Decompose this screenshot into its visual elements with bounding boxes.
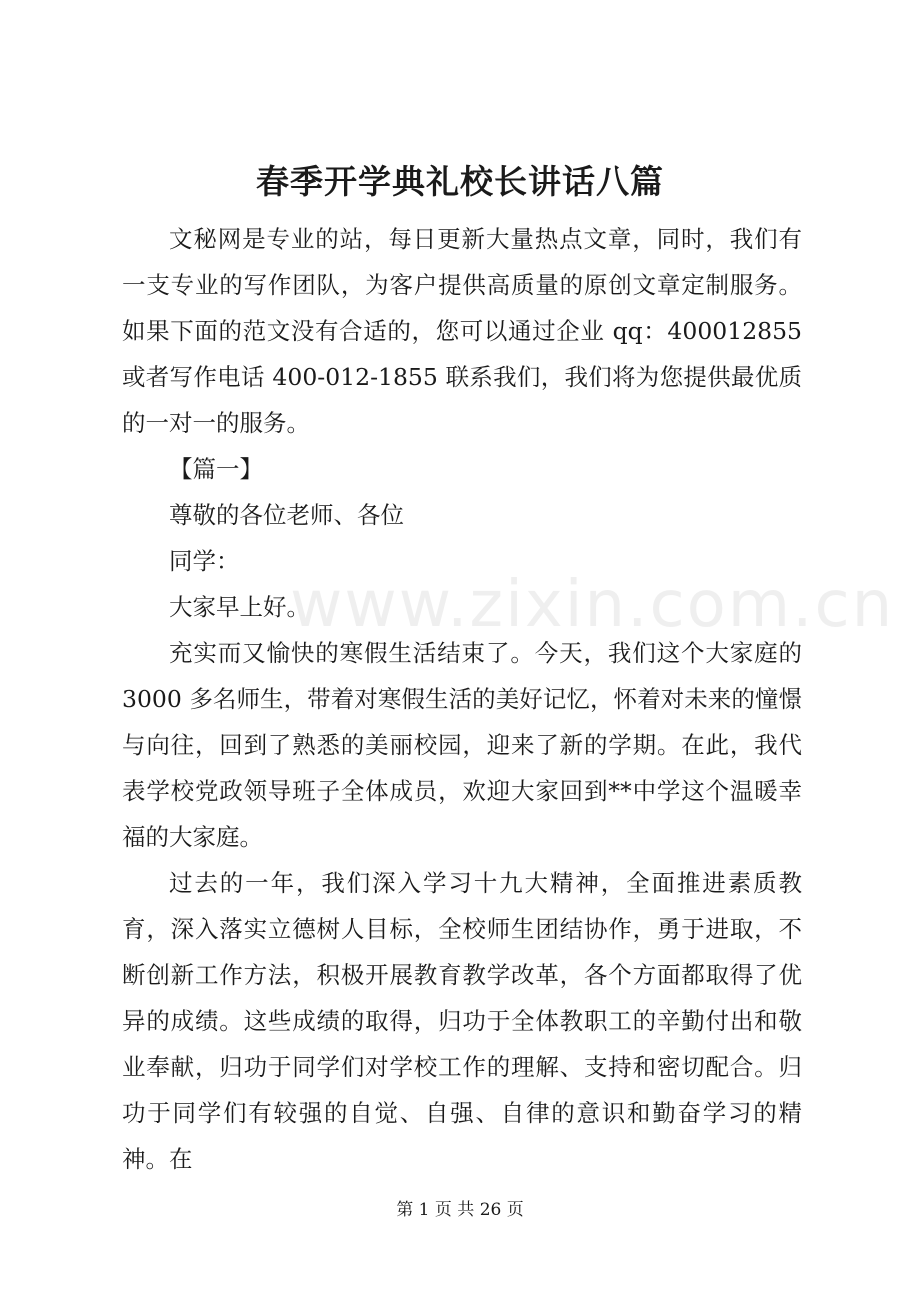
body-paragraph: 充实而又愉快的寒假生活结束了。今天，我们这个大家庭的3000 多名师生，带着对寒假生活的美好记忆，怀着对未来的憧憬与向往，回到了熟悉的美丽校园，迎来了新的学期。在此，我代表学校党政领导班子全体成员，欢迎大家回到**中学这个温暖幸福的大家庭。 [122, 639, 802, 851]
salutation-line: 尊敬的各位老师、各位 [169, 501, 404, 529]
page-footer: 第 1 页 共 26 页 [396, 1200, 524, 1220]
greeting-paragraph: 大家早上好。 [169, 593, 310, 621]
section-heading: 【篇一】 [169, 455, 263, 483]
body-paragraph: 过去的一年，我们深入学习十九大精神，全面推进素质教育，深入落实立德树人目标，全校师生团结协作，勇于进取，不断创新工作方法，积极开展教育教学改革，各个方面都取得了优异的成绩。这些成绩的取得，归功于全体教职工的辛勤付出和敬业奉献，归功于同学们对学校工作的理解、支持和密切配合。归功于同学们有较强的自觉、自强、自律的意识和勤奋学习的精神。在 [122, 869, 802, 1173]
watermark: www.zixin.com.cn [290, 568, 895, 642]
salutation-line-2: 同学： [169, 547, 240, 575]
intro-paragraph: 文秘网是专业的站，每日更新大量热点文章，同时，我们有一支专业的写作团队，为客户提供高质量的原创文章定制服务。如果下面的范文没有合适的，您可以通过企业 qq：400012855 或者写作电话 400-012-1855 联系我们，我们将为您提供最优质的一对一的服务。 [122, 225, 802, 437]
document-title: 春季开学典礼校长讲话八篇 [256, 162, 664, 201]
document-body [122, 216, 802, 1182]
